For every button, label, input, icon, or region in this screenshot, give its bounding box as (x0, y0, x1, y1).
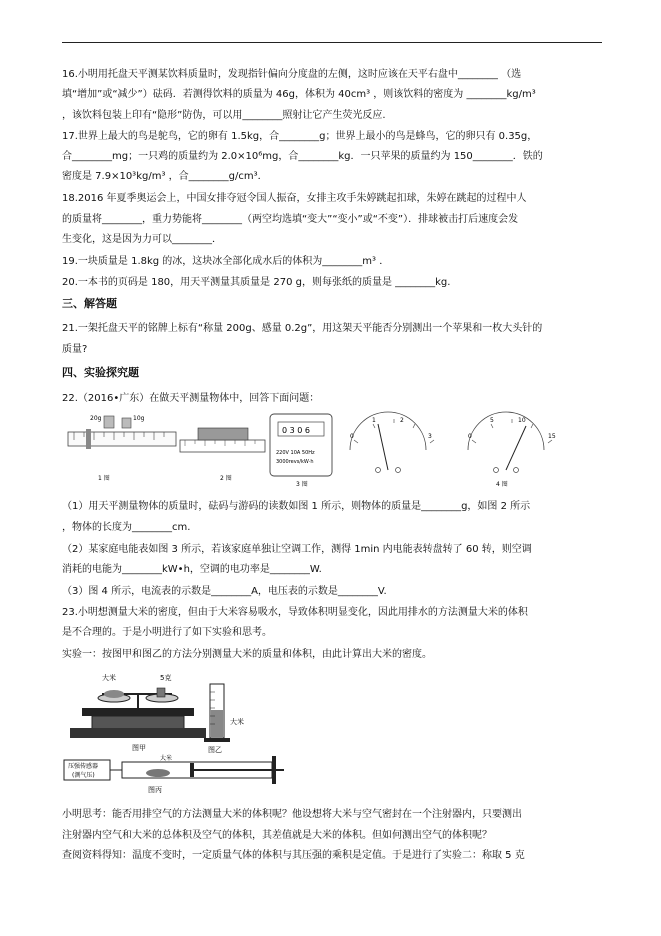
fig1-scale (68, 415, 176, 482)
tick-label: 0 (468, 433, 472, 440)
sensor-label: 压强传感器 (68, 763, 99, 770)
section-heading: 三、解答题 (62, 297, 117, 310)
text-line: 19.一块质量是 1.8kg 的冰，这块冰全部化成水后的体积为________m³ ． (62, 256, 390, 267)
tick-label: 1 (372, 417, 376, 424)
text-line: （1）用天平测量物体的质量时，砝码与游码的读数如图 1 所示，则物体的质量是________g，如图 2 所示 (62, 501, 531, 512)
weight-label: 10g (133, 415, 145, 422)
figure-caption: 图乙 (208, 746, 222, 754)
text-line: 23.小明想测量大米的密度，但由于大米容易吸水，导致体积明显变化，因此用排水的方法测量大米的体积 (62, 607, 528, 618)
tick-label: 3 (428, 433, 432, 440)
meter-digits: 0 3 0 6 (282, 426, 310, 435)
meter-rev: 3000revs/kW·h (276, 459, 314, 465)
text-line: 填“增加”或“减少”）砝码．若测得饮料的质量为 46g，体积为 40cm³ ，则该饮料的密度为 ________kg/m³ (62, 89, 536, 100)
cylinder-figure (204, 684, 244, 754)
figure-caption: 图甲 (132, 744, 146, 752)
text-line: 的质量将________，重力势能将________（两空均选填“变大”“变小”或“不变”）．排球被击打后速度会发 (62, 214, 519, 225)
text-line: （2）某家庭电能表如图 3 所示，若该家庭单独让空调工作，测得 1min 内电能表转盘转了 60 转，则空调 (62, 544, 532, 555)
label-rice: 大米 (102, 674, 116, 682)
label-rice: 大米 (230, 718, 244, 726)
text-line: 是不合理的。于是小明进行了如下实验和思考。 (62, 627, 272, 638)
figure-23 (62, 668, 292, 796)
section-heading: 四、实验探究题 (62, 366, 139, 379)
figure-caption: 3 图 (296, 481, 308, 488)
header-rule (62, 42, 602, 43)
balance-figure (70, 673, 206, 752)
figure-caption: 1 图 (98, 475, 110, 482)
text-line: 22.（2016•广东）在做天平测量物体中，回答下面问题： (62, 393, 320, 404)
tick-label: 2 (400, 417, 404, 424)
text-line: （3）图 4 所示，电流表的示数是________A，电压表的示数是________V. (62, 586, 387, 597)
tick-label: 5 (490, 417, 494, 424)
text-line: 小明思考：能否用排空气的方法测量大米的体积呢？他设想将大米与空气密封在一个注射器内，只要测出 (62, 809, 522, 820)
sensor-label: (测气压) (72, 772, 95, 779)
tick-label: 15 (548, 433, 556, 440)
fig4-ammeter (350, 412, 434, 473)
text-line: 合________mg；一只鸡的质量约为 2.0×10⁶mg，合________kg．一只苹果的质量约为 150________．铁的 (62, 151, 543, 162)
label-rice: 大米 (160, 755, 173, 762)
tick-label: 0 (350, 433, 354, 440)
text-line: 查阅资料得知：温度不变时，一定质量气体的体积与其压强的乘积是定值。于是进行了实验二：称取 5 克 (62, 850, 525, 861)
label-weight: 5克 (160, 674, 172, 682)
text-line: 实验一：按图甲和图乙的方法分别测量大米的质量和体积，由此计算出大米的密度。 (62, 649, 432, 660)
text-line: 密度是 7.9×10³kg/m³ ，合________g/cm³． (62, 171, 268, 182)
meter-spec: 220V 10A 50Hz (276, 450, 315, 456)
figure-caption: 4 图 (496, 481, 508, 488)
figure-caption: 图丙 (148, 786, 162, 794)
text-line: 16.小明用托盘天平测某饮料质量时，发现指针偏向分度盘的左侧，这时应该在天平右盘中________ （选 (62, 69, 522, 80)
text-line: 生变化，这是因为力可以________． (62, 234, 222, 245)
text-line: 17.世界上最大的鸟是鸵鸟，它的卵有 1.5kg，合________g；世界上最小的鸟是蜂鸟，它的卵只有 0.35g， (62, 131, 538, 142)
weight-label: 20g (90, 415, 102, 422)
text-line: 注射器内空气和大米的总体积及空气的体积，其差值就是大米的体积。但如何测出空气的体积呢？ (62, 830, 492, 841)
fig4-voltmeter (468, 412, 556, 488)
text-line: 18.2016 年夏季奥运会上，中国女排夺冠令国人振奋，女排主攻手朱婷跳起扣球，朱婷在跳起的过程中人 (62, 193, 527, 204)
fig2-ruler (180, 428, 265, 482)
fig3-energy-meter (270, 414, 332, 488)
text-line: ，该饮料包装上印有“隐形”防伪，可以用________照射让它产生荧光反应. (62, 110, 386, 121)
syringe-figure (64, 754, 284, 794)
weight-10g (122, 418, 131, 428)
text-line: 21.一架托盘天平的铭牌上标有“称量 200g、感量 0.2g”，用这架天平能否分别测出一个苹果和一枚大头针的 (62, 323, 543, 334)
text-line: 质量? (62, 344, 88, 355)
text-line: 20.一本书的页码是 180，用天平测量其质量是 270 g，则每张纸的质量是 ________kg. (62, 277, 451, 288)
tick-label: 10 (518, 417, 526, 424)
figure-caption: 2 图 (220, 475, 232, 482)
figure-22 (60, 410, 595, 492)
weight-20g (104, 416, 114, 428)
text-line: ，物体的长度为________cm. (62, 522, 191, 533)
text-line: 消耗的电能为________kW•h，空调的电功率是________W. (62, 564, 322, 575)
